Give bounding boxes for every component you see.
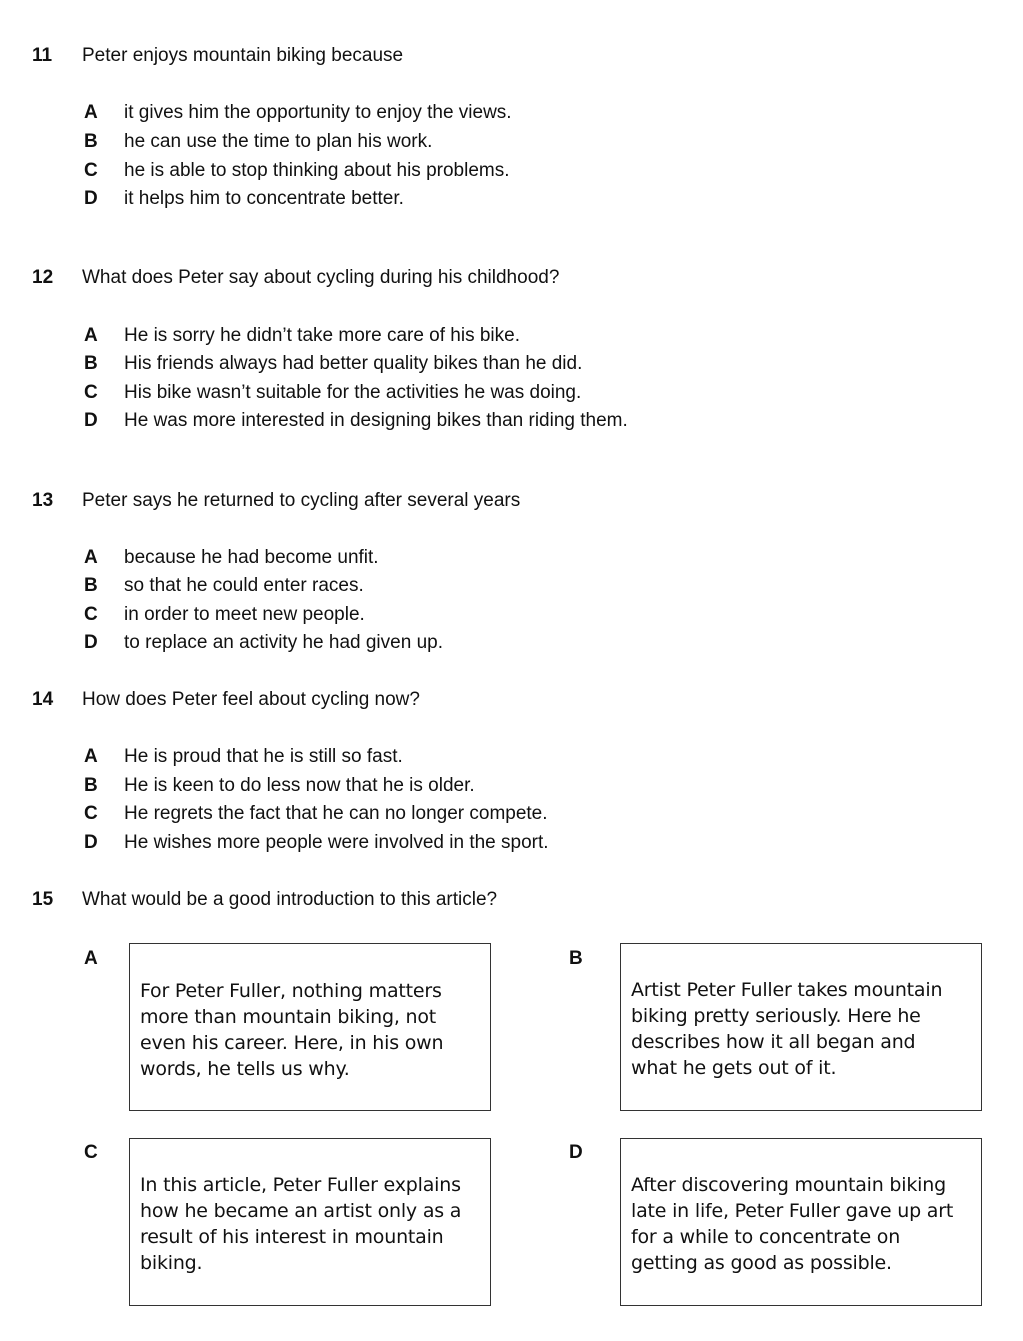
intro-option-b[interactable] xyxy=(620,943,982,1111)
box-letter-c: C xyxy=(84,1142,98,1163)
option-d[interactable] xyxy=(0,187,1000,211)
option-d[interactable] xyxy=(0,409,1000,433)
option-c[interactable] xyxy=(0,159,1000,183)
option-a[interactable] xyxy=(0,546,1000,570)
question-15 xyxy=(0,888,1023,1318)
option-text: in order to meet new people. xyxy=(124,604,365,625)
intro-option-d[interactable] xyxy=(620,1138,982,1306)
option-letter: C xyxy=(84,604,98,625)
option-text: He is sorry he didn’t take more care of his bike. xyxy=(124,325,521,346)
option-text: he can use the time to plan his work. xyxy=(124,131,433,152)
option-d[interactable] xyxy=(0,831,1000,855)
box-letter-b: B xyxy=(569,948,583,969)
option-text: He wishes more people were involved in the sport. xyxy=(124,832,549,853)
option-d[interactable] xyxy=(0,631,1000,655)
option-letter: B xyxy=(84,131,98,152)
option-b[interactable] xyxy=(0,352,1000,376)
option-letter: D xyxy=(84,632,98,653)
option-text: it helps him to concentrate better. xyxy=(124,188,404,209)
option-letter: D xyxy=(84,410,98,431)
option-letter: D xyxy=(84,188,98,209)
intro-text: In this article, Peter Fuller explains how he became an artist only as a result of his interest in mountain biking. xyxy=(140,1174,462,1274)
option-letter: A xyxy=(84,547,98,568)
option-b[interactable] xyxy=(0,574,1000,598)
option-c[interactable] xyxy=(0,381,1000,405)
option-text: it gives him the opportunity to enjoy the views. xyxy=(124,102,512,123)
option-letter: A xyxy=(84,102,98,123)
option-letter: D xyxy=(84,832,98,853)
intro-option-a[interactable] xyxy=(129,943,491,1111)
option-text: he is able to stop thinking about his problems. xyxy=(124,160,510,181)
option-letter: B xyxy=(84,575,98,596)
option-letter: C xyxy=(84,382,98,403)
question-text: Peter says he returned to cycling after several years xyxy=(82,490,521,511)
question-number: 15 xyxy=(32,889,54,910)
option-c[interactable] xyxy=(0,603,1000,627)
question-text: How does Peter feel about cycling now? xyxy=(82,689,420,710)
option-b[interactable] xyxy=(0,774,1000,798)
question-number: 12 xyxy=(32,267,54,288)
question-number: 13 xyxy=(32,490,54,511)
box-letter-a: A xyxy=(84,948,98,969)
option-text: so that he could enter races. xyxy=(124,575,364,596)
option-b[interactable] xyxy=(0,130,1000,154)
option-letter: A xyxy=(84,325,98,346)
option-text: because he had become unfit. xyxy=(124,547,379,568)
option-a[interactable] xyxy=(0,101,1000,125)
option-letter: B xyxy=(84,775,98,796)
option-letter: A xyxy=(84,746,98,767)
question-text: What does Peter say about cycling during his childhood? xyxy=(82,267,560,288)
option-text: His friends always had better quality bikes than he did. xyxy=(124,353,583,374)
option-text: to replace an activity he had given up. xyxy=(124,632,443,653)
intro-option-c[interactable] xyxy=(129,1138,491,1306)
option-letter: C xyxy=(84,803,98,824)
option-c[interactable] xyxy=(0,802,1000,826)
question-number: 14 xyxy=(32,689,54,710)
question-text: Peter enjoys mountain biking because xyxy=(82,45,404,66)
option-text: He regrets the fact that he can no longer compete. xyxy=(124,803,548,824)
option-letter: B xyxy=(84,353,98,374)
option-text: He was more interested in designing bikes than riding them. xyxy=(124,410,628,431)
box-letter-d: D xyxy=(569,1142,583,1163)
intro-text: Artist Peter Fuller takes mountain biking pretty seriously. Here he describes how it all began and what he gets out of it. xyxy=(631,979,943,1079)
question-text: What would be a good introduction to this article? xyxy=(82,889,498,910)
option-text: He is keen to do less now that he is older. xyxy=(124,775,475,796)
option-a[interactable] xyxy=(0,745,1000,769)
intro-text: After discovering mountain biking late in life, Peter Fuller gave up art for a while to concentrate on getting as good as possible. xyxy=(631,1174,954,1274)
question-number: 11 xyxy=(32,45,53,66)
option-letter: C xyxy=(84,160,98,181)
option-text: He is proud that he is still so fast. xyxy=(124,746,403,767)
option-a[interactable] xyxy=(0,324,1000,348)
option-text: His bike wasn’t suitable for the activities he was doing. xyxy=(124,382,582,403)
intro-text: For Peter Fuller, nothing matters more than mountain biking, not even his career. Here, in his own words, he tells us why. xyxy=(140,980,444,1080)
